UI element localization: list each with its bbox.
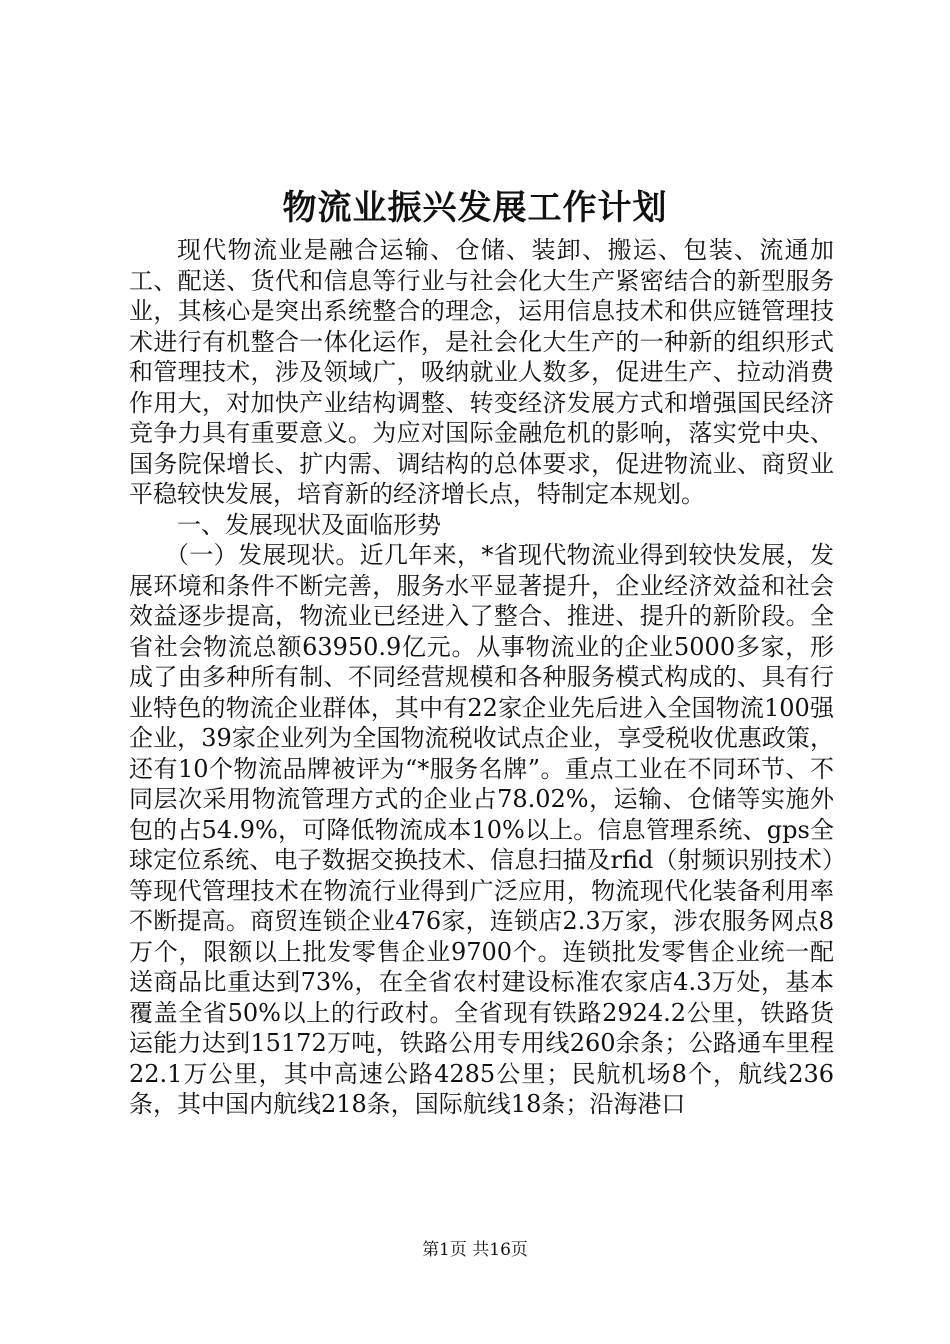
intro-paragraph: 现代物流业是融合运输、仓储、装卸、搬运、包装、流通加工、配送、货代和信息等行业与社会化大生产紧密结合的新型服务业，其核心是突出系统整合的理念，运用信息技术和供应链管理技术进行有机整合一体化运作，是社会化大生产的一种新的组织形式和管理技术，涉及领域广，吸纳就业人数多，促进生产、拉动消费作用大，对加快产业结构调整、转变经济发展方式和增强国民经济竞争力具有重要意义。为应对国际金融危机的影响，落实党中央、国务院保增长、扩内需、调结构的总体要求，促进物流业、商贸业平稳较快发展，培育新的经济增长点，特制定本规划。 (129, 236, 834, 508)
document-title: 物流业振兴发展工作计划 (282, 188, 668, 228)
status-paragraph: （一）发展现状。近几年来，*省现代物流业得到较快发展，发展环境和条件不断完善，服务水平显著提升，企业经济效益和社会效益逐步提高，物流业已经进入了整合、推进、提升的新阶段。全省社会物流总额63950.9亿元。从事物流业的企业5000多家，形成了由多种所有制、不同经营规模和各种服务模式构成的、具有行业特色的物流企业群体，其中有22家企业先后进入全国物流100强企业，39家企业列为全国物流税收试点企业，享受税收优惠政策，还有10个物流品牌被评为“*服务名牌”。重点工业在不同环节、不同层次采用物流管理方式的企业占78.02%，运输、仓储等实施外包的占54.9%，可降低物流成本10%以上。信息管理系统、gps全球定位系统、电子数据交换技术、信息扫描及rfid（射频识别技术）等现代管理技术在物流行业得到广泛应用，物流现代化装备利用率不断提高。商贸连锁企业476家，连锁店2.3万家，涉农服务网点8万个，限额以上批发零售企业9700个。连锁批发零售企业统一配送商品比重达到73%，在全省农村建设标准农家店4.3万处，基本覆盖全省50%以上的行政村。全省现有铁路2924.2公里，铁路货运能力达到15172万吨，铁路公用专用线260余条；公路通车里程22.1万公里，其中高速公路4285公里；民航机场8个，航线236条，其中国内航线218条，国际航线18条；沿海港口 (129, 541, 834, 1118)
section-heading: 一、发展现状及面临形势 (177, 510, 441, 539)
page-footer (0, 1238, 950, 1262)
page-indicator: 第1页 共16页 (422, 1240, 528, 1260)
document-body (129, 235, 834, 1120)
